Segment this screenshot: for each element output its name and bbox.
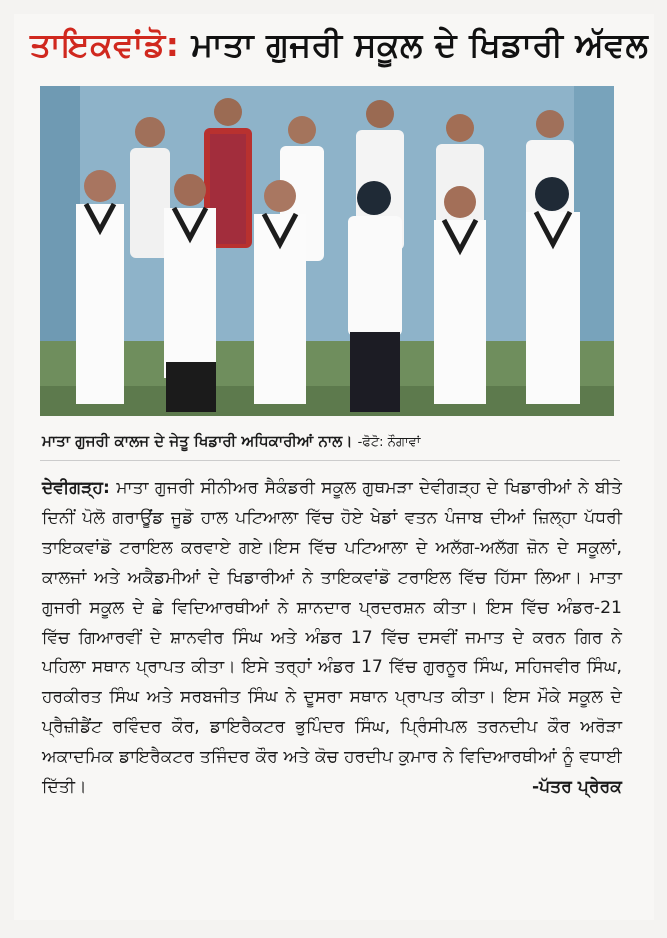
article-body [42,474,622,803]
team-photo [40,86,614,416]
headline-kicker: ਤਾਇਕਵਾਂਡੋ: [30,25,180,64]
photo-caption-text: ਮਾਤਾ ਗੁਜਰੀ ਕਾਲਜ ਦੇ ਜੇਤੂ ਖਿਡਾਰੀ ਅਧਿਕਾਰੀਆਂ ਨਾਲ। [42,432,353,450]
photo-credit: -ਫੋਟੋ: ਨੌਗਾਵਾਂ [357,435,421,450]
caption-divider [40,460,620,461]
photo-caption [42,428,622,454]
article-text: ਮਾਤਾ ਗੁਜਰੀ ਸੀਨੀਅਰ ਸੈਕੰਡਰੀ ਸਕੂਲ ਗੁਥਮੜਾ ਦੇਵੀਗੜ੍ਹ ਦੇ ਖਿਡਾਰੀਆਂ ਨੇ ਬੀਤੇ ਦਿਨੀਂ ਪੋਲੋ ਗਰਾਊਂਡ ਜੂਡੋ ਹਾਲ ਪਟਿਆਲਾ ਵਿੱਚ ਹੋਏ ਖੇਡਾਂ ਵਤਨ ਪੰਜਾਬ ਦੀਆਂ ਜ਼ਿਲ੍ਹਾ ਪੱਧਰੀ ਤਾਇਕਵਾਂਡੋ ਟਰਾਇਲ ਕਰਵਾਏ ਗਏ।ਇਸ ਵਿੱਚ ਪਟਿਆਲਾ ਦੇ ਅਲੱਗ-ਅਲੱਗ ਜ਼ੋਨ ਦੇ ਸਕੂਲਾਂ, ਕਾਲਜਾਂ ਅਤੇ ਅਕੈਡਮੀਆਂ ਦੇ ਖਿਡਾਰੀਆਂ ਨੇ ਤਾਇਕਵਾਂਡੋ ਟਰਾਇਲ ਵਿੱਚ ਹਿੱਸਾ ਲਿਆ। ਮਾਤਾ ਗੁਜਰੀ ਸਕੂਲ ਦੇ ਛੇ ਵਿਦਿਆਰਥੀਆਂ ਨੇ ਸ਼ਾਨਦਾਰ ਪ੍ਰਦਰਸ਼ਨ ਕੀਤਾ। ਇਸ ਵਿੱਚ ਅੰਡਰ-21 ਵਿੱਚ ਗਿਆਰਵੀਂ ਦੇ ਸ਼ਾਨਵੀਰ ਸਿੰਘ ਅਤੇ ਅੰਡਰ 17 ਵਿੱਚ ਦਸਵੀਂ ਜਮਾਤ ਦੇ ਕਰਨ ਗਿਰ ਨੇ ਪਹਿਲਾ ਸਥਾਨ ਪ੍ਰਾਪਤ ਕੀਤਾ। ਇਸੇ ਤਰ੍ਹਾਂ ਅੰਡਰ 17 ਵਿੱਚ ਗੁਰਨੂਰ ਸਿੰਘ, ਸਹਿਜਵੀਰ ਸਿੰਘ, ਹਰਕੀਰਤ ਸਿੰਘ ਅਤੇ ਸਰਬਜੀਤ ਸਿੰਘ ਨੇ ਦੂਸਰਾ ਸਥਾਨ ਪ੍ਰਾਪਤ ਕੀਤਾ। ਇਸ ਮੌਕੇ ਸਕੂਲ ਦੇ ਪ੍ਰੈਜ਼ੀਡੈਂਟ ਰਵਿੰਦਰ ਕੌਰ, ਡਾਇਰੈਕਟਰ ਭੁਪਿੰਦਰ ਸਿੰਘ, ਪ੍ਰਿੰਸੀਪਲ ਤਰਨਦੀਪ ਕੌਰ ਅਰੋੜਾ ਅਕਾਦਮਿਕ ਡਾਇਰੈਕਟਰ ਤਜਿੰਦਰ ਕੌਰ ਅਤੇ ਕੋਚ ਹਰਦੀਪ ਕੁਮਾਰ ਨੇ ਵਿਦਿਆਰਥੀਆਂ ਨੂੰ ਵਧਾਈ ਦਿੱਤੀ। [42,478,623,798]
article-byline: -ਪੱਤਰ ਪ੍ਰੇਰਕ [532,777,622,798]
headline [30,20,649,70]
headline-title: ਮਾਤਾ ਗੁਜਰੀ ਸਕੂਲ ਦੇ ਖਿਡਾਰੀ ਅੱਵਲ [191,25,649,64]
article-dateline: ਦੇਵੀਗੜ੍ਹ: [42,478,110,498]
team-photo-image [40,86,614,416]
